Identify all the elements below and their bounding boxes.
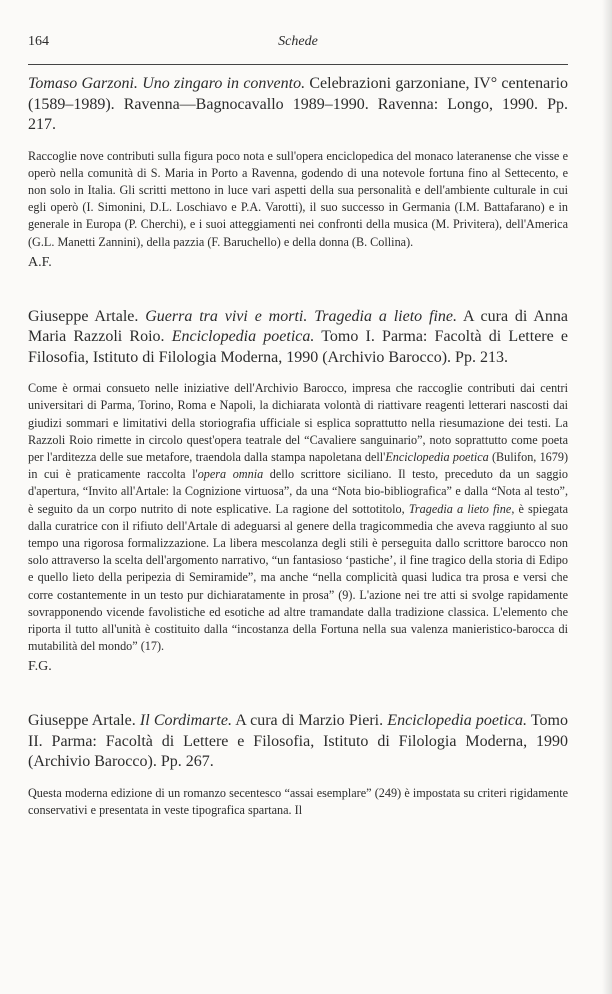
- text-run: , è spiegata dalla curatrice con il rifiuto dell'Artale di adeguarsi al genere della tragicommedia che aveva raggiunto al suo tempo una rigorosa formalizzazione. La libera mescolanza degli stili è perseguita dallo scrittore barocco non solo attraverso la scelta dell'argomento narrativo, “un fantasioso ‘pastiche’, il fine tragico della storia di Edipo e quello lieto della peripezia di Semiramide”, ma anche “nella complicità quasi ludica tra prosa e versi che corre costantemente in un testo pur dichiaratamente in prosa” (9). L'azione nei tre atti si svolge rapidamente sovrapponendo vicende favolistiche ed esotiche ad altre tramandate dalla tradizione classica. L'elemento che riporta il tutto all'unità è costituito dalla “incostanza della Fortuna nella sua valenza manieristico-barocca di mutabilità del mondo” (17).: [28, 501, 568, 654]
- italic-text: Tomaso Garzoni. Uno zingaro in convento.: [28, 75, 306, 92]
- italic-text: Enciclopedia poetica.: [387, 712, 527, 730]
- running-header: [28, 34, 568, 52]
- text-run: dello scrittore siciliano. Il testo, preceduto da un saggio d'apertura, “Invito all'Artale: la Cognizione virtuosa”, da una “Nota bio-bibliografica” e dalla “Nota al testo”, è seguito da un corpo nutrito di note esplicative. La ragione del sottotitolo,: [28, 467, 569, 516]
- reviewer-initials: F.G.: [28, 659, 52, 675]
- text-run: A cura di Anna Maria Razzoli Roio.: [28, 307, 568, 346]
- text-run: (Bulifon, 1679) in cui è praticamente raccolta l': [28, 450, 569, 482]
- italic-text: Tragedia a lieto fine: [408, 501, 512, 516]
- text-run: Questa moderna edizione di un romanzo secentesco “assai esemplare” (249) è impostata su criteri rigidamente conservativi e presentata in veste tipografica spartana. Il: [28, 785, 568, 818]
- page-number: 164: [28, 34, 49, 49]
- page-edge-shadow: [602, 0, 612, 994]
- reviewer-initials: A.F.: [28, 254, 52, 270]
- text-run: Giuseppe Artale.: [28, 307, 146, 325]
- header-rule: [28, 64, 568, 65]
- running-title: Schede: [278, 34, 318, 49]
- citation: [28, 307, 568, 369]
- text-run: Celebrazioni garzoniane, IV° centenario (1589–1989). Ravenna—Bagnocavallo 1989–1990. Ravenna: Longo, 1990. Pp. 217.: [28, 75, 569, 133]
- review-entry: [28, 74, 568, 271]
- text-run: Tomo I. Parma: Facoltà di Lettere e Filosofia, Istituto di Filologia Moderna, 1990 (Archivio Barocco). Pp. 213.: [28, 328, 568, 366]
- review-text: [28, 380, 568, 655]
- text-run: Raccoglie nove contributi sulla figura poco nota e sull'opera enciclopedica del monaco lateranense che visse e operò nella comunità di S. Maria in Porto a Ravenna, godendo di una notevole fortuna fino al Settecento, e non solo in Italia. Gli scritti mettono in luce vari aspetti della sua personalità e dell'ambiente culturale in cui egli operò (I. Simonini, D.L. Loschiavo e P.A. Varotti), il suo successo in Germania (I.M. Battafarano) e in generale in Europa (P. Cherchi), e i suoi atteggiamenti nei confronti della musica (M. Privitera), dell'America (G.L. Manetti Zannini), della pazzia (F. Baruchello) e della donna (B. Collina).: [28, 148, 568, 249]
- italic-text: Enciclopedia poetica.: [171, 328, 315, 346]
- text-run: Tomo II. Parma: Facoltà di Lettere e Filosofia, Istituto di Filologia Moderna, 1990 (Archivio Barocco). Pp. 267.: [28, 712, 569, 771]
- review-list: [28, 74, 568, 823]
- text-run: Come è ormai consueto nelle iniziative dell'Archivio Barocco, impresa che raccoglie contributi dai centri universitari di Parma, Torino, Roma e Napoli, la dichiarata volontà di riattivare reagenti letterari nascosti dai giudizi sommari e limitativi della storiografia ufficiale si esplica soprattutto nella riesumazione dei testi. La Razzoli Roio rimette in circolo quest'opera teatrale del “Cavaliere sanguinario”, noto soprattutto come poeta per l'arditezza delle sue metafore, traendola dalla stampa napoletana dell': [28, 381, 568, 465]
- italic-text: Guerra tra vivi e morti. Tragedia a lieto fine.: [145, 307, 458, 325]
- citation: [28, 711, 568, 773]
- review-entry: [28, 711, 568, 819]
- italic-text: Il Cordimarte.: [139, 712, 232, 730]
- italic-text: Enciclopedia poetica: [385, 450, 489, 465]
- citation: [28, 74, 568, 136]
- review-text: [28, 148, 568, 251]
- review-entry: [28, 307, 568, 676]
- text-run: A cura di Marzio Pieri.: [231, 712, 388, 730]
- italic-text: opera omnia: [197, 467, 264, 482]
- text-run: Giuseppe Artale.: [28, 712, 140, 730]
- review-text: [28, 785, 568, 819]
